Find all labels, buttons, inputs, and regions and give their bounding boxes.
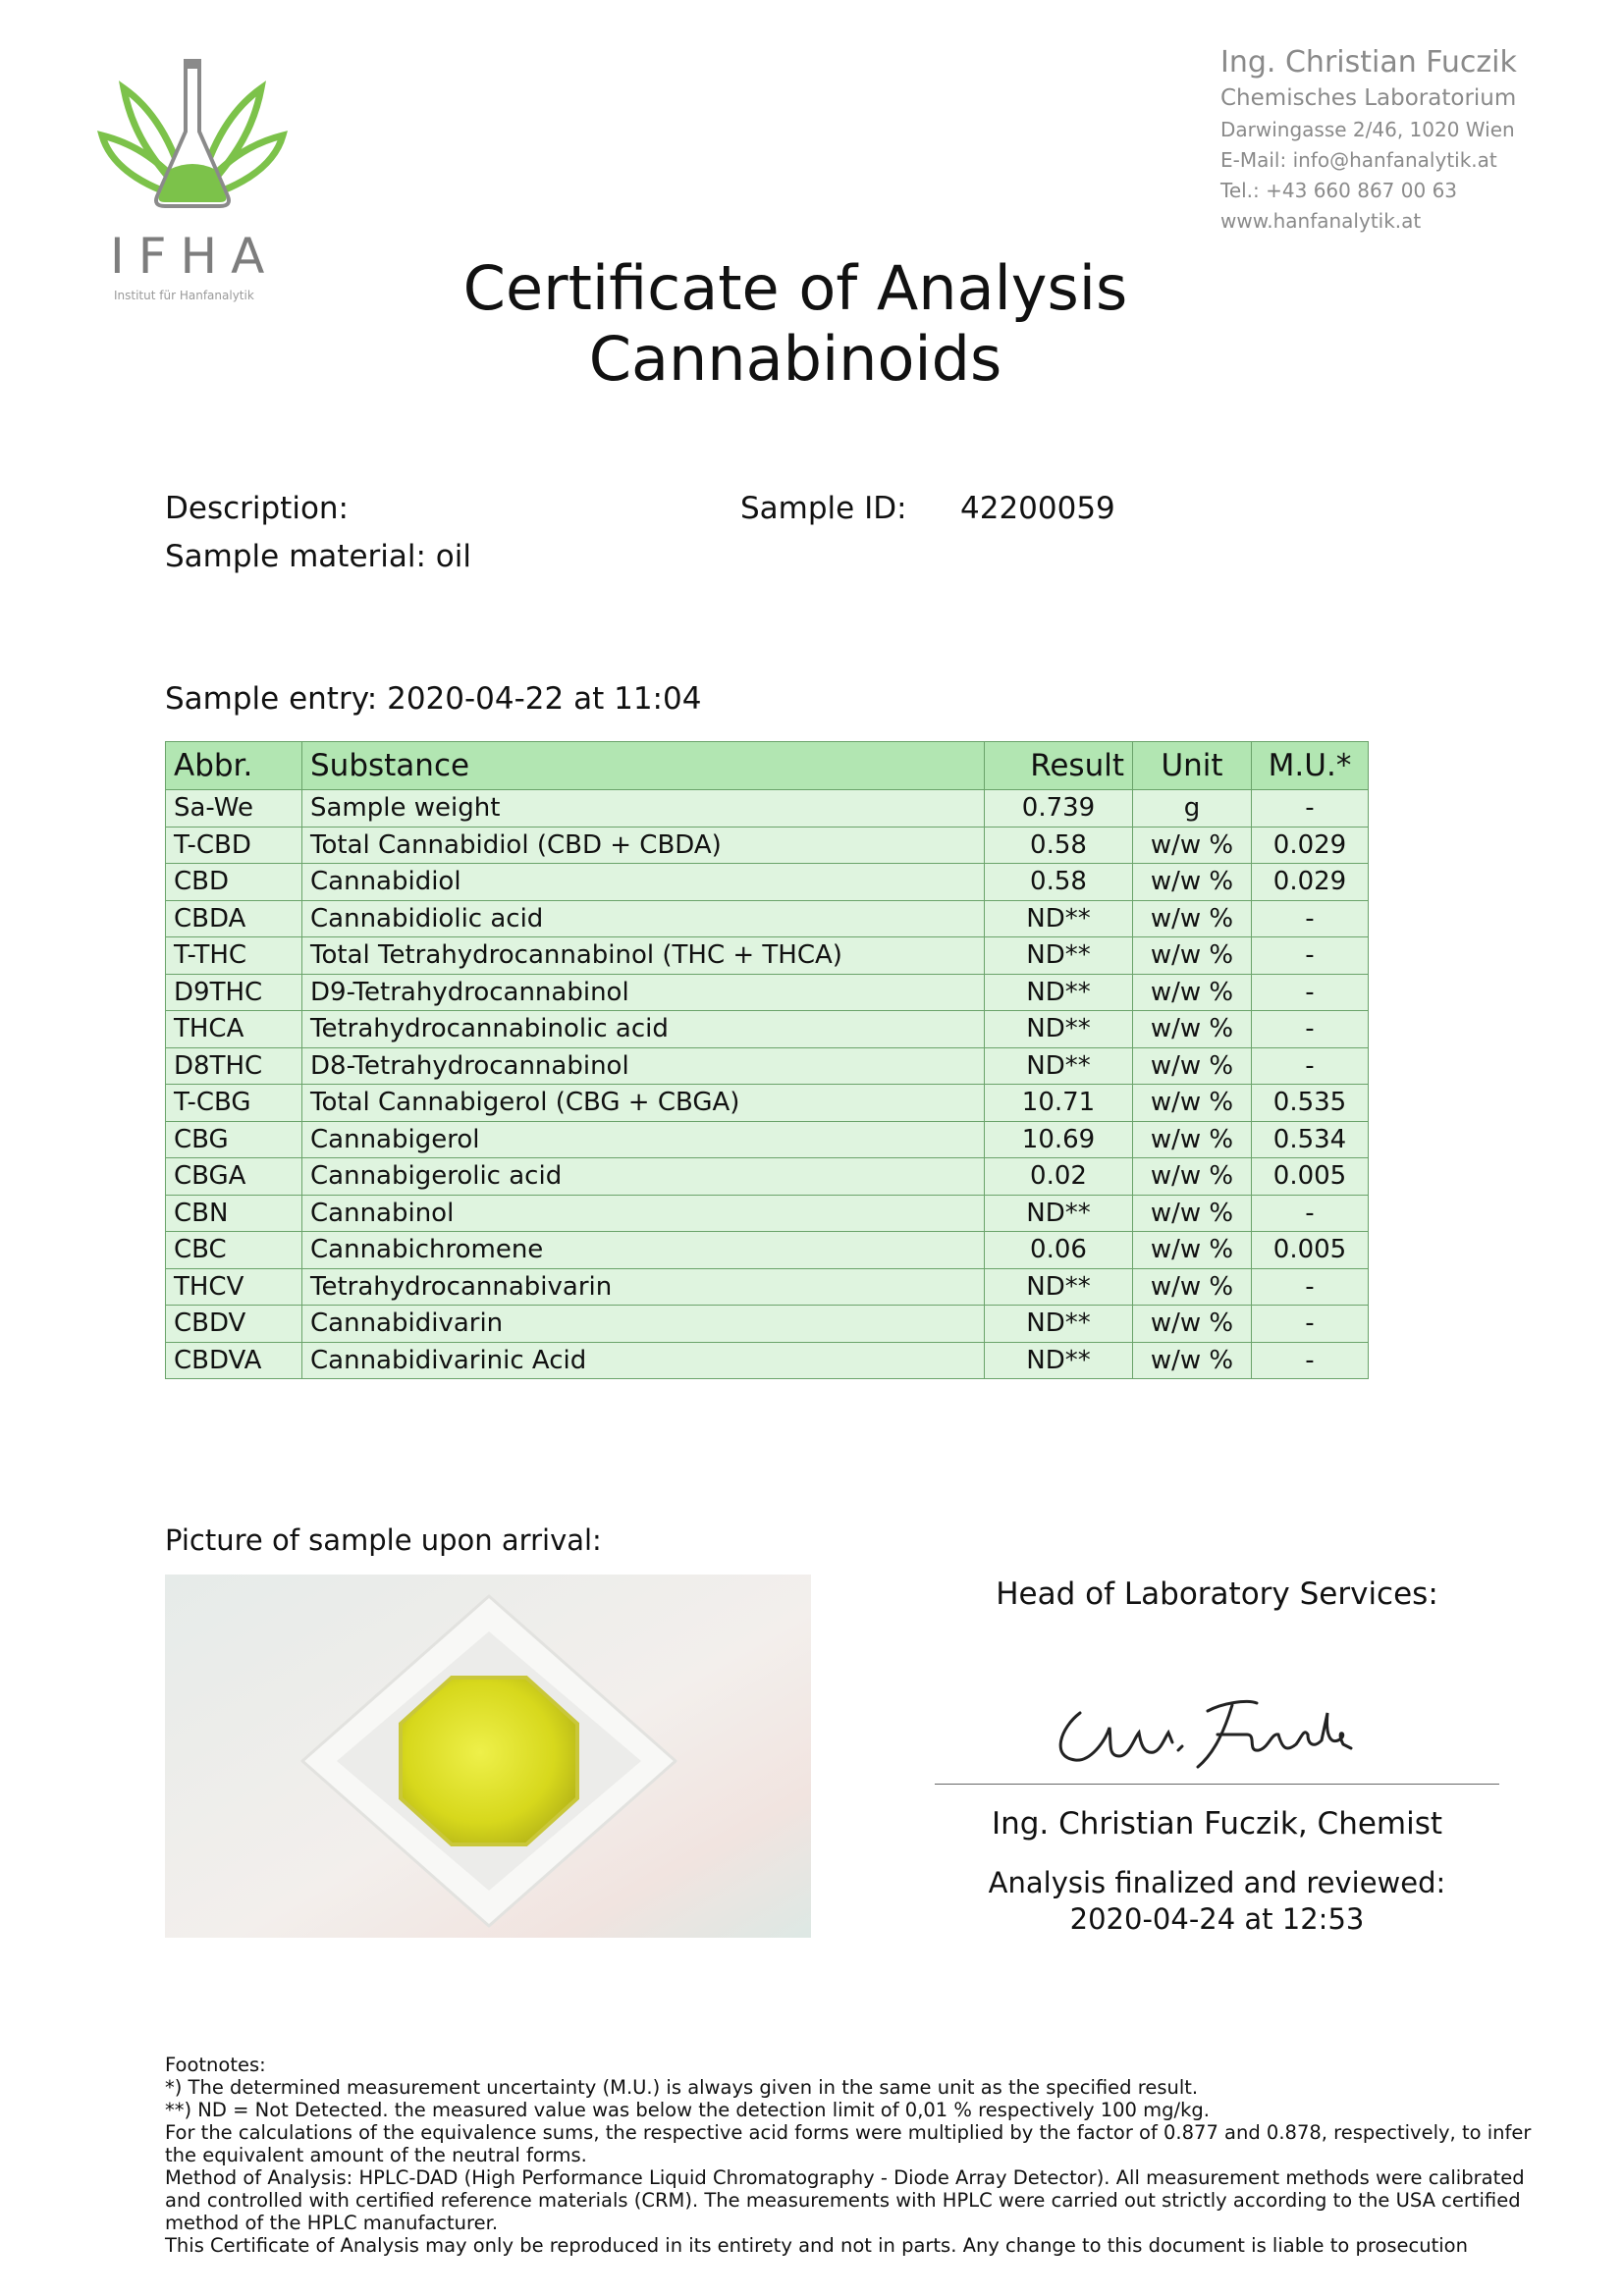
cell-mu: - xyxy=(1252,900,1369,937)
footnote-method: Method of Analysis: HPLC-DAD (High Performance Liquid Chromatography - Diode Array Detector). All measurement methods were calibrated and controlled with certified reference materials (CRM). The measurements with HPLC were carried out strictly according to the USA certified method of the HPLC manufacturer. xyxy=(165,2166,1525,2234)
sample-entry: Sample entry: 2020-04-22 at 11:04 xyxy=(165,681,702,717)
lab-address: Darwingasse 2/46, 1020 Wien xyxy=(1220,118,1515,141)
cell-mu: 0.535 xyxy=(1252,1085,1369,1122)
cell-unit: w/w % xyxy=(1133,1011,1252,1048)
cell-abbr: CBGA xyxy=(166,1158,302,1196)
cell-result: 0.58 xyxy=(985,864,1133,901)
cell-unit: w/w % xyxy=(1133,1306,1252,1343)
cell-result: ND** xyxy=(985,1268,1133,1306)
table-row xyxy=(166,1011,1369,1048)
cell-result: 10.69 xyxy=(985,1121,1133,1158)
chemist-name: Ing. Christian Fuczik, Chemist xyxy=(991,1806,1443,1842)
cell-substance: Cannabidiolic acid xyxy=(302,900,985,937)
head-of-lab-label: Head of Laboratory Services: xyxy=(996,1576,1438,1612)
cell-substance: Cannabidivarin xyxy=(302,1306,985,1343)
footnote-equivalence: For the calculations of the equivalence sums, the respective acid forms were multiplied by the factor of 0.877 and 0.878, respectively, to infer the equivalent amount of the neutral forms. xyxy=(165,2121,1532,2166)
cell-substance: Cannabidivarinic Acid xyxy=(302,1342,985,1379)
footnote-mu: *) The determined measurement uncertainty (M.U.) is always given in the same unit as the specified result. xyxy=(165,2076,1199,2099)
cell-result: ND** xyxy=(985,1011,1133,1048)
table-row xyxy=(166,1158,1369,1196)
document-title xyxy=(0,253,1591,395)
sample-photo xyxy=(165,1575,811,1938)
footnotes xyxy=(165,2054,1540,2257)
table-row xyxy=(166,1306,1369,1343)
header-mu: M.U.* xyxy=(1252,742,1369,790)
table-row xyxy=(166,1232,1369,1269)
header-result: Result xyxy=(985,742,1133,790)
cell-substance: Cannabichromene xyxy=(302,1232,985,1269)
table-header-row xyxy=(166,742,1369,790)
table-body xyxy=(166,790,1369,1379)
cell-substance: Cannabidiol xyxy=(302,864,985,901)
cell-mu: - xyxy=(1252,974,1369,1011)
footnote-reproduction: This Certificate of Analysis may only be reproduced in its entirety and not in parts. Any change to this document is liable to prosecution xyxy=(165,2234,1468,2257)
title-line-2: Cannabinoids xyxy=(588,323,1002,395)
cell-result: 0.58 xyxy=(985,827,1133,864)
cell-substance: Cannabinol xyxy=(302,1195,985,1232)
cell-abbr: CBD xyxy=(166,864,302,901)
table-row xyxy=(166,1195,1369,1232)
cell-mu: 0.005 xyxy=(1252,1232,1369,1269)
cell-substance: Cannabigerol xyxy=(302,1121,985,1158)
finalized-date: 2020-04-24 at 12:53 xyxy=(1069,1902,1365,1936)
cell-mu: 0.005 xyxy=(1252,1158,1369,1196)
sample-material: Sample material: oil xyxy=(165,539,471,574)
cell-mu: 0.534 xyxy=(1252,1121,1369,1158)
cell-unit: w/w % xyxy=(1133,937,1252,975)
cell-abbr: CBC xyxy=(166,1232,302,1269)
logo-wordmark: IFHA xyxy=(110,228,279,285)
description-label: Description: xyxy=(165,491,349,526)
cell-mu: - xyxy=(1252,1011,1369,1048)
table-row xyxy=(166,1085,1369,1122)
cell-unit: g xyxy=(1133,790,1252,828)
picture-label: Picture of sample upon arrival: xyxy=(165,1523,602,1557)
table-row xyxy=(166,900,1369,937)
cell-mu: - xyxy=(1252,1047,1369,1085)
cell-mu: - xyxy=(1252,1195,1369,1232)
cell-substance: Tetrahydrocannabinolic acid xyxy=(302,1011,985,1048)
cell-unit: w/w % xyxy=(1133,1232,1252,1269)
cell-result: 10.71 xyxy=(985,1085,1133,1122)
lab-type: Chemisches Laboratorium xyxy=(1220,85,1517,111)
cell-mu: 0.029 xyxy=(1252,864,1369,901)
cell-unit: w/w % xyxy=(1133,864,1252,901)
cell-abbr: CBG xyxy=(166,1121,302,1158)
cell-abbr: CBDV xyxy=(166,1306,302,1343)
cell-unit: w/w % xyxy=(1133,974,1252,1011)
cell-mu: - xyxy=(1252,790,1369,828)
cell-unit: w/w % xyxy=(1133,1195,1252,1232)
table-row xyxy=(166,864,1369,901)
cell-mu: - xyxy=(1252,1342,1369,1379)
cell-substance: Sample weight xyxy=(302,790,985,828)
cell-mu: - xyxy=(1252,1306,1369,1343)
cell-unit: w/w % xyxy=(1133,1158,1252,1196)
finalized-label: Analysis finalized and reviewed: xyxy=(988,1866,1446,1899)
cell-abbr: D8THC xyxy=(166,1047,302,1085)
lab-name: Ing. Christian Fuczik xyxy=(1220,45,1517,80)
sample-id-value: 42200059 xyxy=(960,491,1115,526)
cell-result: 0.739 xyxy=(985,790,1133,828)
cell-unit: w/w % xyxy=(1133,1047,1252,1085)
cell-abbr: CBDA xyxy=(166,900,302,937)
cell-result: ND** xyxy=(985,1342,1133,1379)
lab-phone: Tel.: +43 660 867 00 63 xyxy=(1220,179,1458,202)
cell-substance: Total Cannabidiol (CBD + CBDA) xyxy=(302,827,985,864)
table-row xyxy=(166,1268,1369,1306)
cell-mu: 0.029 xyxy=(1252,827,1369,864)
footnotes-heading: Footnotes: xyxy=(165,2054,266,2076)
cell-mu: - xyxy=(1252,937,1369,975)
cell-substance: D8-Tetrahydrocannabinol xyxy=(302,1047,985,1085)
cell-substance: Tetrahydrocannabivarin xyxy=(302,1268,985,1306)
handwritten-signature xyxy=(1051,1674,1355,1772)
cell-abbr: CBN xyxy=(166,1195,302,1232)
cell-mu: - xyxy=(1252,1268,1369,1306)
cell-abbr: T-CBG xyxy=(166,1085,302,1122)
cell-result: ND** xyxy=(985,1195,1133,1232)
header-abbr: Abbr. xyxy=(166,742,302,790)
cell-abbr: THCA xyxy=(166,1011,302,1048)
lab-address-block xyxy=(1220,43,1517,237)
table-row xyxy=(166,827,1369,864)
cell-unit: w/w % xyxy=(1133,1121,1252,1158)
cell-unit: w/w % xyxy=(1133,1342,1252,1379)
lab-website: www.hanfanalytik.at xyxy=(1220,209,1422,233)
cell-result: ND** xyxy=(985,900,1133,937)
cell-abbr: CBDVA xyxy=(166,1342,302,1379)
cell-abbr: Sa-We xyxy=(166,790,302,828)
results-table xyxy=(165,741,1369,1379)
cell-unit: w/w % xyxy=(1133,827,1252,864)
table-row xyxy=(166,974,1369,1011)
cell-result: ND** xyxy=(985,1306,1133,1343)
cell-result: ND** xyxy=(985,974,1133,1011)
cell-result: 0.02 xyxy=(985,1158,1133,1196)
cell-unit: w/w % xyxy=(1133,1085,1252,1122)
cell-result: ND** xyxy=(985,937,1133,975)
table-row xyxy=(166,790,1369,828)
cell-abbr: T-THC xyxy=(166,937,302,975)
signature-line xyxy=(935,1784,1499,1785)
table-row xyxy=(166,1121,1369,1158)
table-row xyxy=(166,1047,1369,1085)
cell-substance: Total Cannabigerol (CBG + CBGA) xyxy=(302,1085,985,1122)
table-row xyxy=(166,937,1369,975)
title-line-1: Certificate of Analysis xyxy=(462,252,1128,324)
cell-substance: D9-Tetrahydrocannabinol xyxy=(302,974,985,1011)
table-row xyxy=(166,1342,1369,1379)
cell-substance: Cannabigerolic acid xyxy=(302,1158,985,1196)
lab-email: E-Mail: info@hanfanalytik.at xyxy=(1220,148,1497,172)
header-unit: Unit xyxy=(1133,742,1252,790)
cell-abbr: T-CBD xyxy=(166,827,302,864)
cell-unit: w/w % xyxy=(1133,900,1252,937)
logo-subtitle: Institut für Hanfanalytik xyxy=(114,289,254,302)
cell-result: 0.06 xyxy=(985,1232,1133,1269)
cell-abbr: THCV xyxy=(166,1268,302,1306)
sample-id-label: Sample ID: xyxy=(740,491,907,526)
cell-unit: w/w % xyxy=(1133,1268,1252,1306)
footnote-nd: **) ND = Not Detected. the measured value was below the detection limit of 0,01 % respectively 100 mg/kg. xyxy=(165,2099,1210,2121)
cell-substance: Total Tetrahydrocannabinol (THC + THCA) xyxy=(302,937,985,975)
header-substance: Substance xyxy=(302,742,985,790)
cell-result: ND** xyxy=(985,1047,1133,1085)
cell-abbr: D9THC xyxy=(166,974,302,1011)
